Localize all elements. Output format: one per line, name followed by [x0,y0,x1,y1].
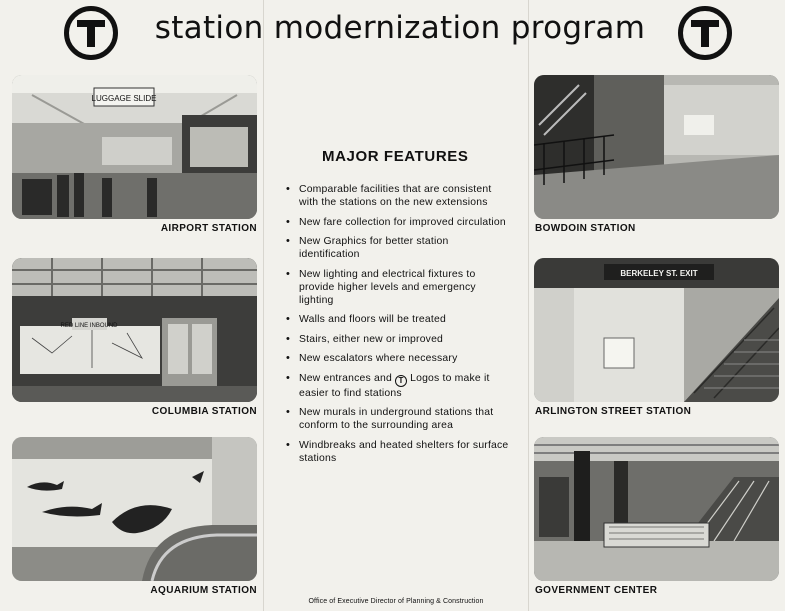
feature-item: • Comparable facilities that are consistent with the stations on the new extensions [284,183,510,209]
columbia-station-caption: COLUMBIA STATION [151,406,257,417]
feature-item: • New escalators where necessary [284,352,510,365]
page-title: station modernization program [154,10,646,46]
aquarium-station-caption: AQUARIUM STATION [150,585,257,596]
fold-line-left [263,0,264,611]
feature-item: • New murals in underground stations that conform to the surrounding area [284,406,510,432]
major-features-section [284,148,510,471]
mbta-t-logo-right [678,6,732,60]
government-center-photo [534,437,779,581]
aquarium-station-photo [12,437,257,581]
t-logo-icon [688,16,722,50]
entrances-text-after: Logos to make it easier to find stations [299,372,490,399]
bowdoin-station-caption: BOWDOIN STATION [535,223,636,234]
features-list [284,183,510,465]
mbta-t-logo-left [64,6,118,60]
feature-item: • New Graphics for better station identification [284,235,510,261]
airport-station-caption: AIRPORT STATION [160,223,257,234]
entrances-text-before: New entrances and [299,372,392,384]
t-logo-icon: T [395,375,407,387]
arlington-street-station-photo [534,258,779,402]
feature-item: • New lighting and electrical fixtures to provide higher levels and emergency lighting [284,268,510,307]
major-features-heading: MAJOR FEATURES [322,148,469,165]
arlington-sign-text: BERKELEY ST. EXIT [620,269,698,278]
fold-line-right [528,0,529,611]
feature-item: • New fare collection for improved circulation [284,216,510,229]
airport-sign-text: LUGGAGE SLIDE [91,94,157,103]
t-logo-icon [74,16,108,50]
feature-item: • Walls and floors will be treated [284,313,510,326]
feature-item-entrances [284,372,510,400]
columbia-sign-text: RED LINE INBOUND [60,323,118,329]
feature-item: • Windbreaks and heated shelters for surface stations [284,439,510,465]
feature-item: • Stairs, either new or improved [284,333,510,346]
bowdoin-station-photo [534,75,779,219]
footer-credit: Office of Executive Director of Planning & Construction [308,598,484,605]
airport-station-photo [12,75,257,219]
government-center-caption: GOVERNMENT CENTER [535,585,658,596]
arlington-street-station-caption: ARLINGTON STREET STATION [535,406,692,417]
columbia-station-photo [12,258,257,402]
